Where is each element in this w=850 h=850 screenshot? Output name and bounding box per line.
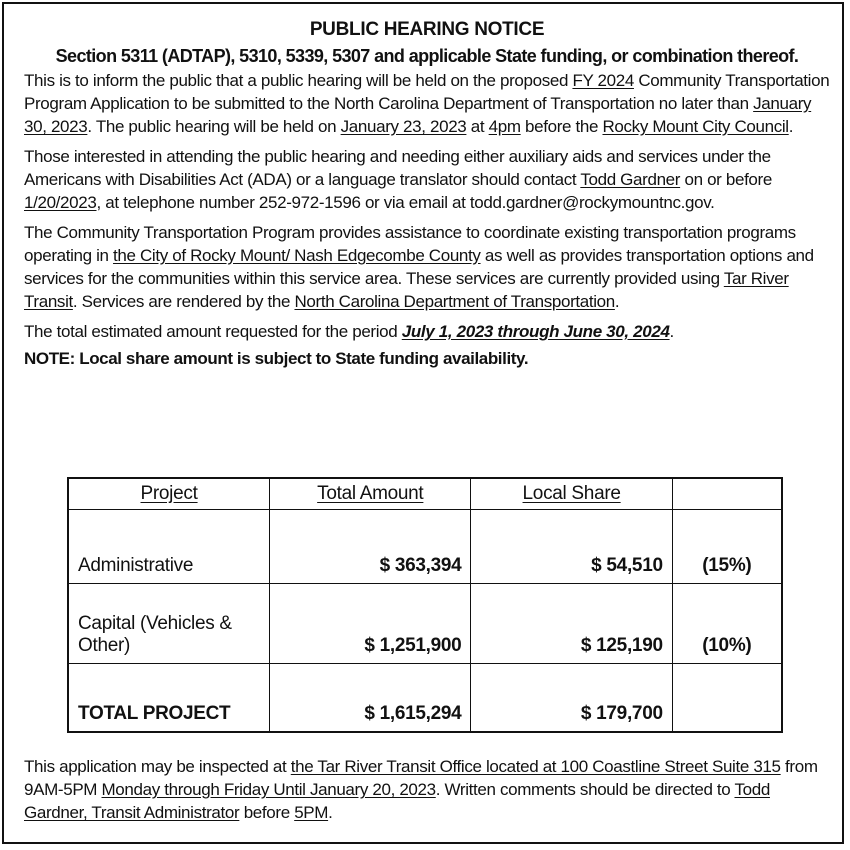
- header-total-amount: Total Amount: [270, 478, 471, 510]
- paragraph-accessibility: Those interested in attending the public hearing and needing either auxiliary aids and services under the Americans with Disabilities Act (ADA) or a language translator should contact Todd Gardner on or before 1/20/2023, at telephone number 252-972-1596 or via email at todd.gardner@rockymountnc.gov.: [24, 147, 772, 212]
- share-percent: [672, 664, 782, 733]
- fiscal-year: FY 2024: [572, 71, 634, 90]
- paragraph-program: The Community Transportation Program provides assistance to coordinate existing transportation programs operating in the City of Rocky Mount/ Nash Edgecombe County as well as provides transportation options and services for the communities within this service area. These services are currently provided using Tar River Transit. Services are rendered by the North Carolina Department of Transportation.: [24, 223, 814, 311]
- local-share: $ 179,700: [471, 664, 672, 733]
- table-row-total: [68, 664, 782, 733]
- paragraph-hearing: This is to inform the public that a public hearing will be held on the proposed FY 2024 Community Transportation Program Application to be submitted to the North Carolina Department of Transportation no later than January 30, 2023. The public hearing will be held on January 23, 2023 at 4pm before the Rocky Mount City Council.: [24, 71, 830, 136]
- contact-deadline: 1/20/2023: [24, 193, 97, 212]
- hearing-body: Rocky Mount City Council: [602, 117, 789, 136]
- header-local-share: Local Share: [471, 478, 672, 510]
- funding-period: July 1, 2023 through June 30, 2024: [401, 322, 670, 341]
- submission-deadline: January 30, 2023: [24, 94, 812, 136]
- comment-recipient: Todd Gardner, Transit Administrator: [24, 780, 770, 822]
- total-amount: $ 363,394: [270, 510, 471, 584]
- header-project: Project: [68, 478, 270, 510]
- share-percent: (15%): [672, 510, 782, 584]
- service-area: the City of Rocky Mount/ Nash Edgecombe County: [113, 246, 481, 265]
- inspection-days: Monday through Friday Until January 20, 2023: [101, 780, 436, 799]
- project-name: Administrative: [68, 510, 270, 584]
- comment-deadline: 5PM: [294, 803, 329, 822]
- project-name: Capital (Vehicles & Other): [68, 584, 270, 664]
- local-share: $ 54,510: [471, 510, 672, 584]
- contact-name: Todd Gardner: [580, 170, 681, 189]
- table-row: [68, 584, 782, 664]
- inspection-location: the Tar River Transit Office located at 100 Coastline Street Suite 315: [290, 757, 781, 776]
- notice-body: [24, 17, 830, 370]
- total-amount: $ 1,615,294: [270, 664, 471, 733]
- share-percent: (10%): [672, 584, 782, 664]
- paragraph-period: The total estimated amount requested for the period July 1, 2023 through June 30, 2024.: [24, 322, 674, 341]
- hearing-date: January 23, 2023: [340, 117, 467, 136]
- table-row: [68, 510, 782, 584]
- funding-note: NOTE: Local share amount is subject to State funding availability.: [24, 349, 529, 368]
- header-percent: [672, 478, 782, 510]
- table-header-row: [68, 478, 782, 510]
- department-name: North Carolina Department of Transportation: [294, 292, 615, 311]
- notice-title: PUBLIC HEARING NOTICE: [309, 19, 545, 40]
- transit-provider: Tar River Transit: [24, 269, 789, 311]
- hearing-time: 4pm: [488, 117, 521, 136]
- footer: [24, 755, 830, 831]
- funding-table: [67, 477, 783, 733]
- project-name: TOTAL PROJECT: [68, 664, 270, 733]
- notice-subtitle: Section 5311 (ADTAP), 5310, 5339, 5307 and applicable State funding, or combination thereof.: [55, 46, 799, 66]
- local-share: $ 125,190: [471, 584, 672, 664]
- paragraph-inspection: This application may be inspected at the Tar River Transit Office located at 100 Coastline Street Suite 315 from 9AM-5PM Monday through Friday Until January 20, 2023. Written comments should be directed to Todd Gardner, Transit Administrator before 5PM.: [24, 757, 818, 822]
- total-amount: $ 1,251,900: [270, 584, 471, 664]
